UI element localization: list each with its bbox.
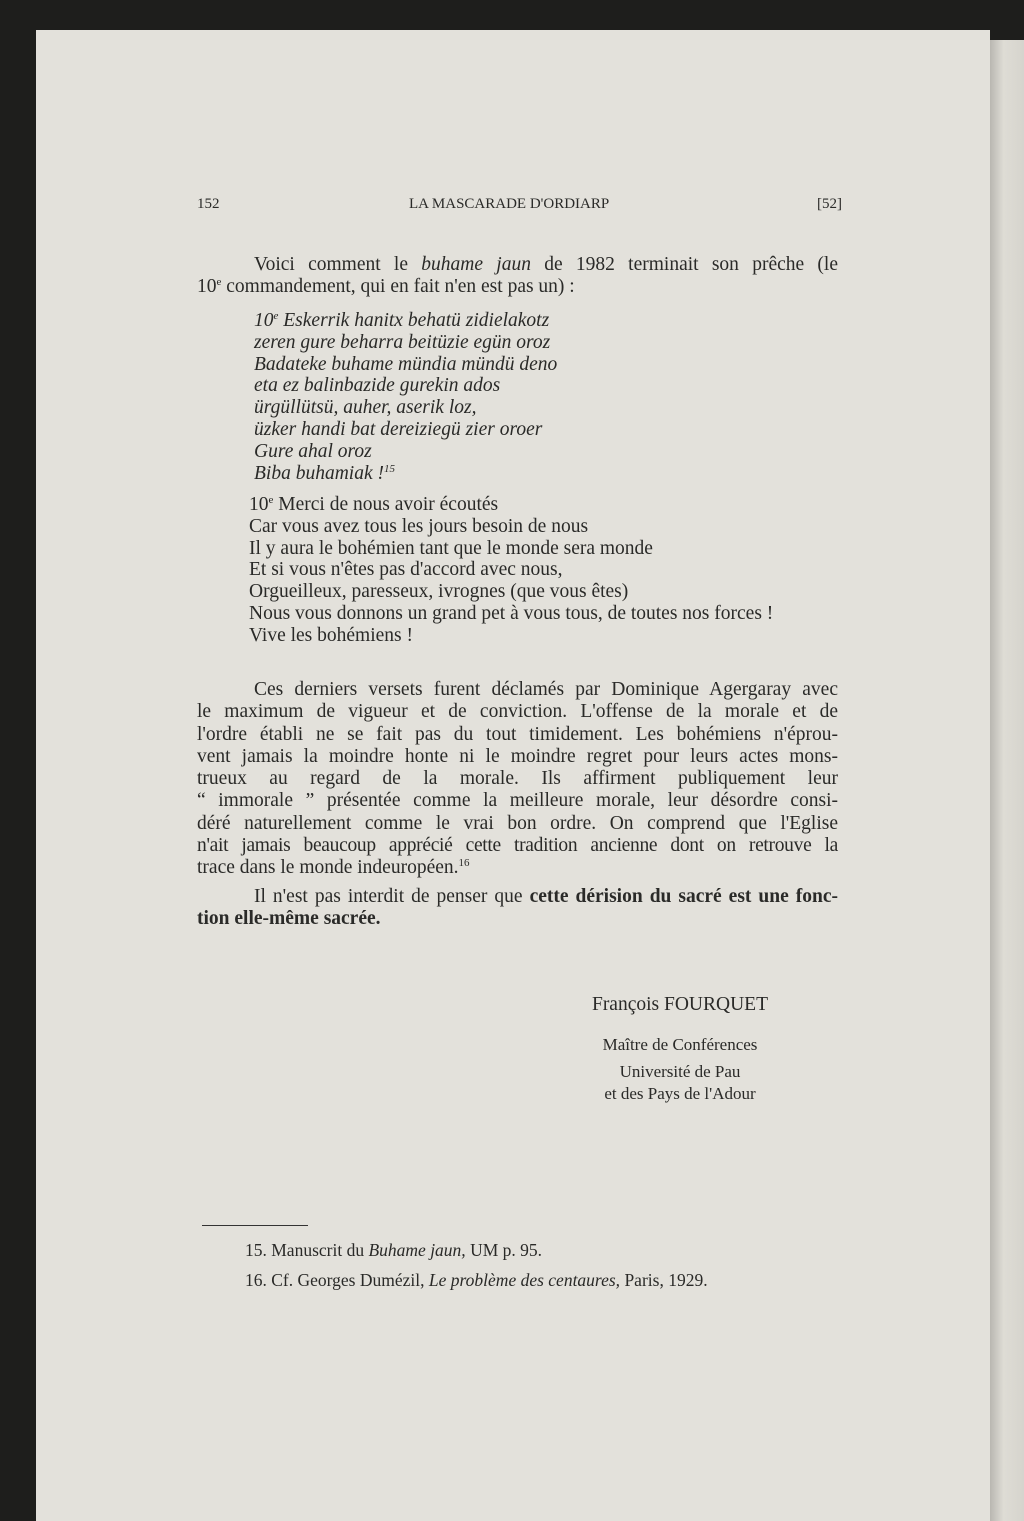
footnote-ref: 16	[458, 857, 470, 870]
facing-page-edge	[990, 40, 1024, 1521]
author-name: François FOURQUET	[591, 994, 769, 1015]
footnote-16: 16. Cf. Georges Dumézil, Le problème des centaures, Paris, 1929.	[245, 1270, 708, 1290]
bracket-page-number: [52]	[817, 196, 842, 212]
footnote-15: 15. Manuscrit du Buhame jaun, UM p. 95.	[245, 1240, 543, 1260]
footnote-separator	[202, 1225, 308, 1226]
intro-paragraph: Voici comment le buhame jaun de 1982 terminait son prêche (le 10e commandement, qui en fait n'en est pas un) :	[197, 254, 838, 297]
basque-verse: 10e Eskerrik hanitx behatü zidielakotz zeren gure beharra beitüzie egün oroz Badateke buhame mündia mündü deno eta ez balinbazide gurekin ados ürgüllütsü, auher, aserik loz, üzker handi bat dereiziegü zier oroer Gure ahal oroz Biba buhamiak !$^{15}$	[254, 310, 558, 484]
running-title: LA MASCARADE D'ORDIARP	[409, 196, 610, 212]
body-paragraph-2: Ces derniers versets furent déclamés par Dominique Agergaray avec le maximum de vigueur et de conviction. L'offense de la morale et de l'ordre établi ne se fait pas du tout timidement. Les bohémiens n'éprou- vent jamais la moindre honte ni le moindre regret pour leurs actes mons- trueux au regard de la morale. Ils affirment publiquement leur “ immorale ” présentée comme la meilleure morale, leur désordre consi- déré naturellement comme le vrai bon ordre. On comprend que l'Eglise n'ait jamais beaucoup apprécié cette tradition ancienne dont on retrouve la trace dans le monde indeuropéen.$^{16}$	[197, 679, 838, 879]
body-paragraph-3: Il n'est pas interdit de penser que cette dérision du sacré est une fonc- tion elle-même sacrée.	[197, 886, 838, 930]
footnote-ref: 15	[383, 462, 395, 475]
page-number: 152	[197, 196, 220, 212]
french-verse: 10e Merci de nous avoir écoutés Car vous avez tous les jours besoin de nous Il y aura le bohémien tant que le monde sera monde Et si vous n'êtes pas d'accord avec nous, Orgueilleux, paresseux, ivrognes (que vous êtes) Nous vous donnons un grand pet à vous tous, de toutes nos forces ! Vive les bohémiens !	[249, 494, 774, 646]
author-affiliation: Maître de Conférences Université de Pau et des Pays de l'Adour	[602, 1035, 758, 1103]
